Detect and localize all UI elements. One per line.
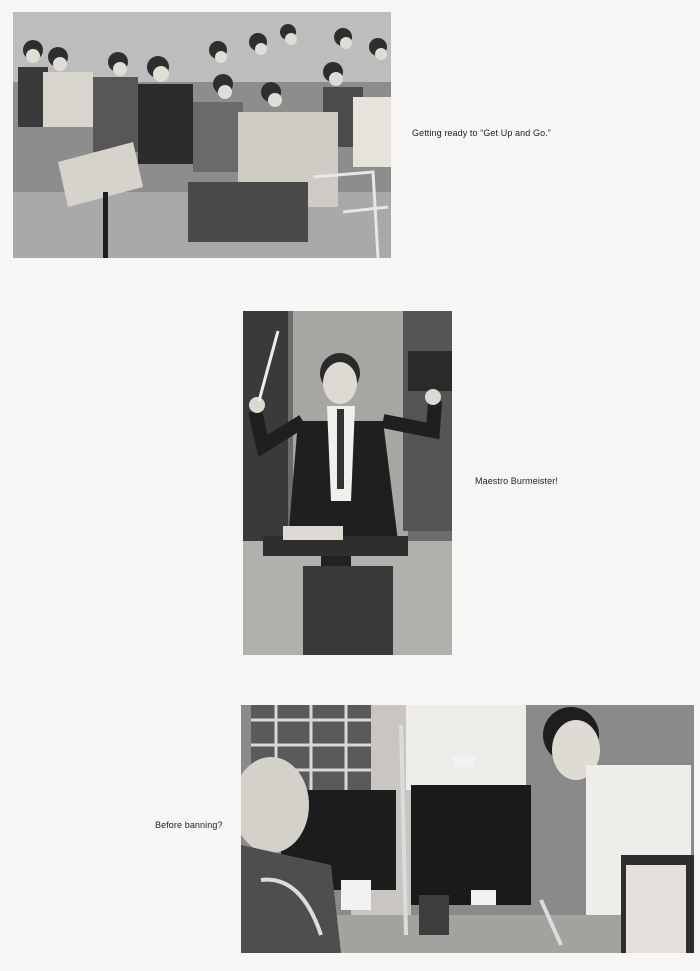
choir-rehearsal-photo <box>13 12 391 258</box>
caption-maestro: Maestro Burmeister! <box>475 476 558 486</box>
caption-before-banning: Before banning? <box>155 820 223 830</box>
caption-getting-ready: Getting ready to “Get Up and Go.” <box>412 128 551 138</box>
card-game-photo <box>241 705 694 953</box>
maestro-photo <box>243 311 452 655</box>
